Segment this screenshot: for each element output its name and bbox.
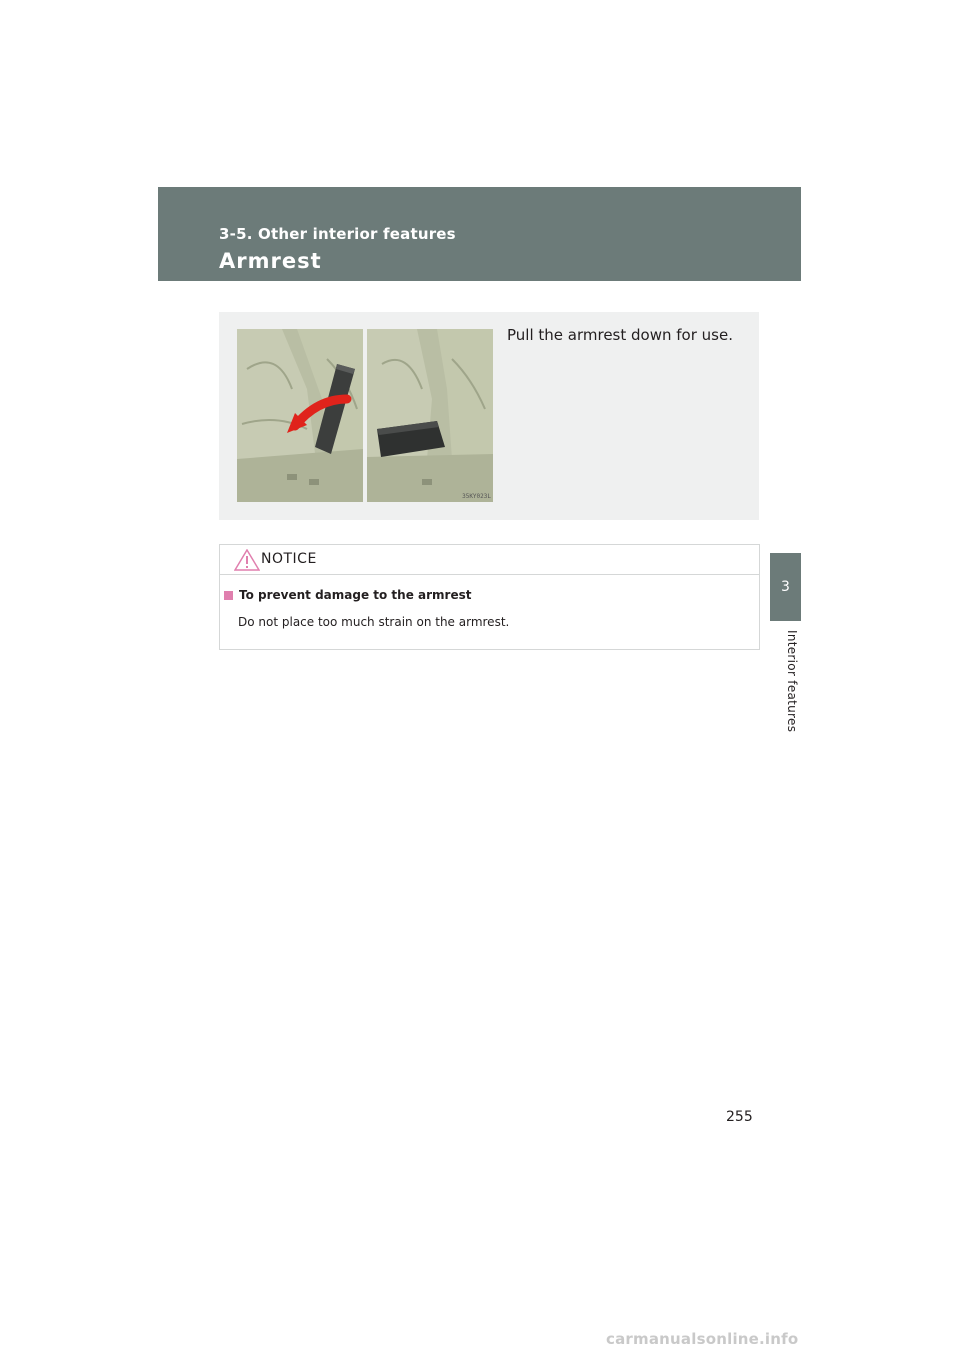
instruction-text: Pull the armrest down for use. [507, 326, 733, 344]
figure-code: 35KY023L [462, 493, 491, 500]
notice-heading-text: To prevent damage to the armrest [239, 588, 472, 602]
page-title: Armrest [219, 249, 322, 273]
section-label: 3-5. Other interior features [219, 225, 456, 243]
notice-header [220, 545, 759, 575]
figure-box [219, 312, 759, 520]
notice-heading [224, 588, 471, 602]
watermark: carmanualsonline.info [606, 1330, 799, 1348]
warning-triangle-icon [234, 549, 260, 571]
page-number: 255 [726, 1109, 753, 1125]
chapter-label: Interior features [785, 630, 799, 733]
notice-box [219, 544, 760, 650]
chapter-tab[interactable] [770, 553, 801, 621]
armrest-down-illustration [367, 329, 493, 502]
bullet-square-icon [224, 591, 233, 600]
chapter-number: 3 [781, 579, 790, 595]
armrest-folded-illustration [237, 329, 363, 502]
notice-body: Do not place too much strain on the armrest. [238, 615, 510, 629]
red-arrow-icon [237, 329, 363, 502]
notice-title: NOTICE [261, 551, 317, 567]
header-band [158, 187, 801, 281]
